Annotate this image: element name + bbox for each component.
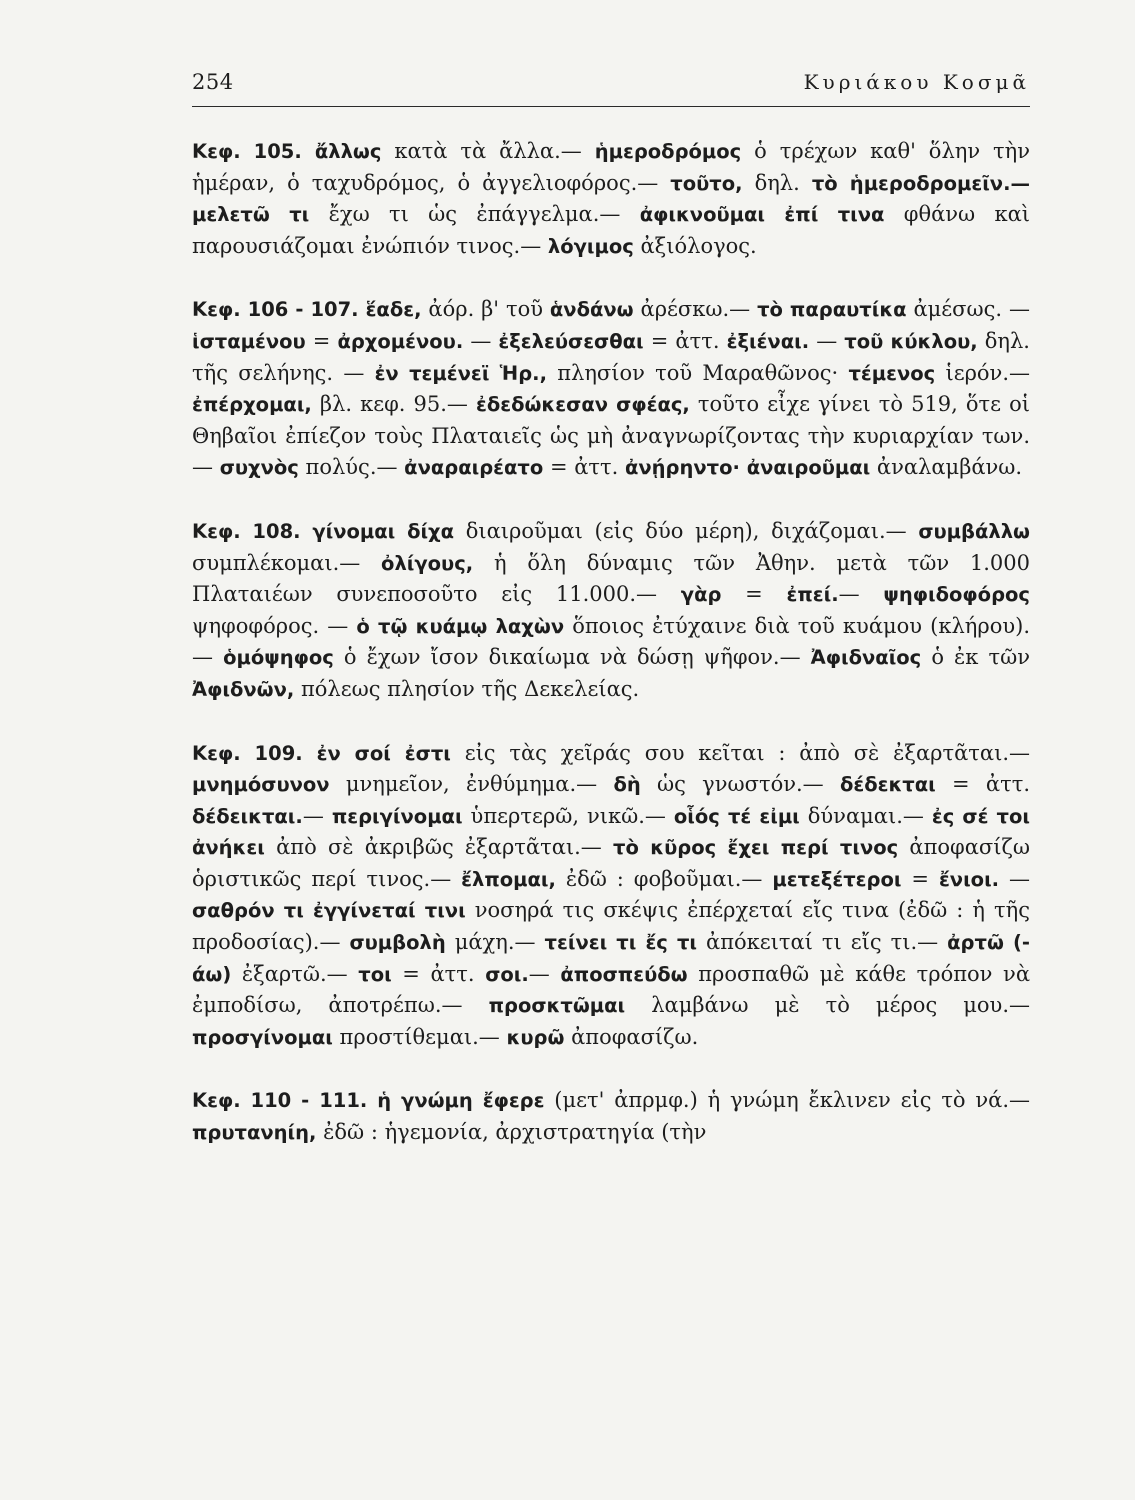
lemma-term: ἔλπομαι, bbox=[461, 867, 556, 891]
lemma-term: ἀφικνοῦμαι ἐπί τινα bbox=[639, 203, 885, 227]
lemma-term: δὴ bbox=[613, 773, 641, 797]
lemma-term: ἐπέρχομαι, bbox=[192, 393, 312, 417]
lemma-term: κυρῶ bbox=[506, 1025, 565, 1049]
gloss-text: μνημεῖον, ἐνθύμημα.— bbox=[329, 772, 614, 797]
lemma-term: τὸ κῦρος ἔχει περί τινος bbox=[613, 836, 899, 860]
lemma-term: λόγιμος bbox=[547, 234, 634, 258]
page-header bbox=[192, 70, 1030, 107]
gloss-text: ἱερόν.— bbox=[935, 360, 1030, 385]
lemma-term: Κεφ. 109. ἐν σοί ἐστι bbox=[192, 741, 451, 765]
gloss-text: ὁ ἐκ τῶν bbox=[921, 645, 1030, 670]
lemma-term: Ἀφιδνῶν, bbox=[192, 677, 295, 701]
gloss-text: = bbox=[305, 328, 338, 353]
lemma-term: τοῦ κύκλου, bbox=[844, 329, 978, 353]
gloss-text: ἔχω τι ὡς ἐπάγγελμα.— bbox=[309, 202, 640, 227]
lemma-term: τοι bbox=[358, 962, 392, 986]
lemma-term: μετεξέτεροι bbox=[772, 867, 902, 891]
lemma-term: τέμενος bbox=[848, 361, 936, 385]
lemma-term: συχνὸς bbox=[219, 456, 299, 480]
lemma-term: τείνει τι ἔς τι bbox=[544, 931, 698, 955]
lemma-term: ἔνιοι. bbox=[938, 867, 1000, 891]
paragraph-kef bbox=[192, 294, 1030, 484]
gloss-text: = bbox=[901, 866, 939, 891]
lemma-term: δέδεκται bbox=[839, 773, 936, 797]
gloss-text: πολύς.— bbox=[298, 455, 405, 480]
gloss-text: πλησίον τοῦ Μαραθῶνος· bbox=[546, 360, 849, 385]
lemma-term: προσκτῶμαι bbox=[488, 994, 626, 1018]
lemma-term: Κεφ. 110 - 111. ἡ γνώμη ἔφερε bbox=[192, 1089, 545, 1113]
gloss-text: εἰς τὰς χεῖράς σου κεῖται : ἀπὸ σὲ ἐξαρτᾶται.— bbox=[450, 740, 1031, 765]
lemma-term: περιγίνομαι bbox=[331, 804, 463, 828]
lemma-term: δέδεικται. bbox=[192, 804, 303, 828]
gloss-text: ὁ τρέχων καθ' ὅλην τὴν ἡμέραν, ὁ ταχυδρόμος, ὁ ἀγγελιοφόρος.— bbox=[192, 139, 1030, 195]
gloss-text: ἀόρ. β' τοῦ bbox=[421, 297, 550, 322]
gloss-text: ἡ ὅλη δύναμις τῶν Ἀθην. μετὰ τῶν 1.000 Πλαταιέων συνεποσοῦτο εἰς 11.000.— bbox=[192, 550, 1030, 607]
gloss-text: — bbox=[302, 803, 332, 828]
gloss-text: = ἀττ. bbox=[391, 961, 486, 986]
gloss-text: ἐδῶ : ἡγεμονία, ἀρχιστρατηγία (τὴν bbox=[316, 1120, 707, 1145]
gloss-text: (μετ' ἀπρμφ.) ἡ γνώμη ἔκλινεν εἰς τὸ νά.— bbox=[544, 1088, 1031, 1113]
lemma-term: ἐπεί. bbox=[786, 583, 839, 607]
gloss-text: = ἀττ. bbox=[935, 772, 1031, 797]
gloss-text: ἀπόκειταί τι εἴς τι.— bbox=[697, 930, 948, 955]
lemma-term: οἷός τέ εἰμι bbox=[673, 804, 800, 828]
lemma-term: ἀρχομένου. bbox=[337, 329, 464, 353]
gloss-text: — bbox=[463, 328, 499, 353]
lemma-term: ἀποσπεύδω bbox=[560, 962, 688, 986]
gloss-text: — bbox=[999, 866, 1030, 891]
lemma-term: σοι. bbox=[485, 962, 529, 986]
page-number: 254 bbox=[192, 70, 234, 94]
lemma-term: ἀναραιρέατο bbox=[404, 456, 544, 480]
gloss-text: ἀπὸ σὲ ἀκριβῶς ἐξαρτᾶται.— bbox=[264, 835, 614, 860]
lemma-term: ἡμεροδρόμος bbox=[594, 140, 742, 163]
lemma-term: ἐν τεμένεϊ Ἡρ., bbox=[374, 361, 547, 385]
gloss-text: φθάνω καὶ παρουσιάζομαι ἐνώπιόν τινος.— bbox=[192, 202, 1031, 258]
gloss-text: ἀξιόλογος. bbox=[633, 233, 757, 258]
lemma-term: πρυτανηίη, bbox=[192, 1121, 317, 1145]
lemma-term: τοῦτο, bbox=[670, 171, 743, 195]
lemma-term: Ἀφιδναῖος bbox=[810, 646, 922, 670]
lemma-term: συμβολὴ bbox=[349, 931, 446, 955]
lemma-term: Κεφ. 106 - 107. ἕαδε, bbox=[192, 298, 422, 322]
gloss-text: ἐξαρτῶ.— bbox=[231, 961, 359, 986]
gloss-text: πόλεως πλησίον τῆς Δεκελείας. bbox=[294, 676, 640, 701]
gloss-text: = ἀττ. bbox=[543, 455, 625, 480]
paragraph-kef bbox=[192, 516, 1030, 706]
gloss-text: = ἀττ. bbox=[643, 328, 727, 353]
gloss-text: ἀμέσως. — bbox=[906, 297, 1030, 322]
gloss-text: κατὰ τὰ ἄλλα.— bbox=[381, 139, 595, 163]
lemma-term: Κεφ. 108. γίνομαι δίχα bbox=[192, 519, 455, 543]
gloss-text: — bbox=[528, 961, 561, 986]
lemma-term: γὰρ bbox=[680, 583, 722, 607]
gloss-text: ἐδῶ : φοβοῦμαι.— bbox=[555, 866, 773, 891]
lemma-term: μνημόσυνον bbox=[192, 773, 330, 797]
gloss-text: δύναμαι.— bbox=[799, 803, 932, 828]
gloss-text: δηλ. bbox=[742, 170, 812, 195]
gloss-text: προστίθεμαι.— bbox=[332, 1024, 507, 1049]
running-head: Κυριάκου Κοσμᾶ bbox=[803, 70, 1030, 94]
lemma-term: ἐξιέναι. bbox=[726, 329, 810, 353]
gloss-text: διαιροῦμαι (εἰς δύο μέρη), διχάζομαι.— bbox=[454, 518, 919, 543]
lemma-term: ἐς σέ τοι ἀνήκει bbox=[192, 804, 1030, 860]
gloss-text: — bbox=[838, 582, 884, 607]
lemma-term: ἱσταμένου bbox=[192, 329, 306, 353]
gloss-text: δηλ. τῆς σελήνης. — bbox=[192, 328, 1030, 385]
lemma-term: ὁ τῷ κυάμῳ λαχὼν bbox=[356, 614, 565, 638]
gloss-text: ὑπερτερῶ, νικῶ.— bbox=[462, 803, 674, 828]
gloss-text: τοῦτο εἶχε γίνει τὸ 519, ὅτε οἱ Θηβαῖοι ἐπίεζον τοὺς Πλαταιεῖς ὡς μὴ ἀναγνωρίζοντας τὴν κυριαρχίαν των.— bbox=[192, 392, 1030, 480]
gloss-text: λαμβάνω μὲ τὸ μέρος μου.— bbox=[625, 993, 1030, 1018]
gloss-text: προσπαθῶ μὲ κάθε τρόπον νὰ ἐμποδίσω, ἀποτρέπω.— bbox=[192, 961, 1030, 1018]
lemma-term: Κεφ. 105. ἄλλως bbox=[192, 140, 382, 163]
gloss-text: ὁ ἔχων ἴσον δικαίωμα νὰ δώσῃ ψῆφον.— bbox=[333, 645, 811, 670]
gloss-text: = bbox=[721, 582, 787, 607]
paragraph-kef bbox=[192, 136, 1030, 262]
lemma-term: τὸ παραυτίκα bbox=[757, 298, 907, 322]
gloss-text: βλ. κεφ. 95.— bbox=[311, 392, 476, 417]
gloss-text: ἀρέσκω.— bbox=[633, 297, 758, 322]
gloss-text: — bbox=[809, 328, 845, 353]
lemma-term: ὀλίγους, bbox=[381, 551, 474, 575]
lemma-term: ἐξελεύσεσθαι bbox=[498, 329, 644, 353]
lemma-term: ἐδεδώκεσαν σφέας, bbox=[475, 393, 690, 417]
gloss-text: ψηφοφόρος. — bbox=[192, 613, 357, 638]
gloss-text: ὅποιος ἐτύχαινε διὰ τοῦ κυάμου (κλήρου).— bbox=[192, 613, 1030, 670]
lemma-term: συμβάλλω bbox=[918, 519, 1030, 543]
lemma-term: προσγίνομαι bbox=[192, 1025, 333, 1049]
gloss-text: νοσηρά τις σκέψις ἐπέρχεταί εἴς τινα (ἐδῶ : ἡ τῆς προδοσίας).— bbox=[192, 898, 1030, 955]
paragraph-kef bbox=[192, 1085, 1030, 1148]
lemma-term: ἁνδάνω bbox=[549, 298, 634, 322]
lemma-term: ἀρτῶ (- άω) bbox=[192, 931, 1031, 986]
gloss-text: ἀποφασίζω. bbox=[564, 1024, 699, 1049]
page-body bbox=[192, 136, 1030, 1181]
gloss-text: συμπλέκομαι.— bbox=[192, 550, 382, 575]
gloss-text: ὡς γνωστόν.— bbox=[640, 772, 840, 797]
lemma-term: ἀνῄρηντο· ἀναιροῦμαι bbox=[624, 456, 871, 480]
gloss-text: ἀναλαμβάνω. bbox=[870, 455, 1023, 480]
paragraph-kef bbox=[192, 738, 1030, 1054]
lemma-term: ψηφιδοφόρος bbox=[883, 583, 1030, 607]
gloss-text: μάχη.— bbox=[445, 930, 545, 955]
gloss-text: ἀποφασίζω ὁριστικῶς περί τινος.— bbox=[192, 835, 1031, 891]
lemma-term: σαθρόν τι ἐγγίνεταί τινι bbox=[192, 899, 466, 923]
lemma-term: τὸ ἡμεροδρομεῖν.— μελετῶ τι bbox=[192, 171, 1030, 227]
lemma-term: ὁμόψηφος bbox=[223, 646, 334, 670]
